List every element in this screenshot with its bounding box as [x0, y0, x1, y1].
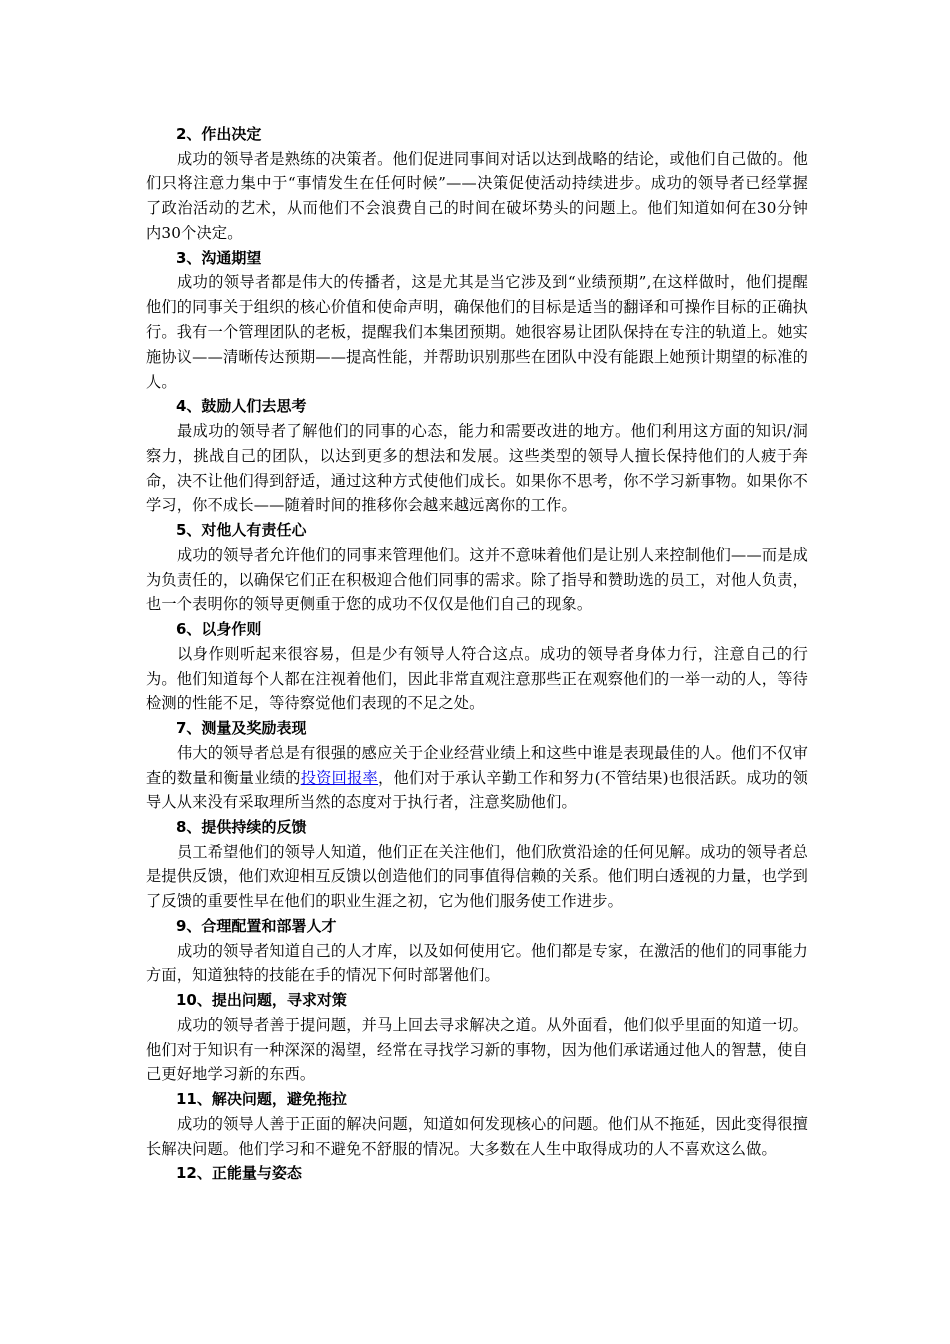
- section-paragraph-7: [146, 741, 808, 815]
- section-paragraph-11: 成功的领导人善于正面的解决问题，知道如何发现核心的问题。他们从不拖延，因此变得很擅长解决问题。他们学习和不避免不舒服的情况。大多数在人生中取得成功的人不喜欢这么做。: [146, 1114, 808, 1158]
- paragraph-text-before-link: 伟大的领导者总是有很强的感应关于企业经营业绩上和这些中谁是表现最佳的人。他们不仅审查的数量和衡量业绩的: [146, 743, 808, 787]
- document-page: [146, 122, 808, 1186]
- section-heading-9: 9、合理配置和部署人才: [176, 917, 337, 936]
- section-heading-11: 11、解决问题，避免拖拉: [176, 1090, 347, 1109]
- section-paragraph-2: 成功的领导者是熟练的决策者。他们促进同事间对话以达到战略的结论，或他们自己做的。他们只将注意力集中于“事情发生在任何时候”——决策促使活动持续进步。成功的领导者已经掌握了政治活动的艺术，从而他们不会浪费自己的时间在破坏势头的问题上。他们知道如何在30分钟内30个决定。: [146, 149, 808, 242]
- section-paragraph-8: 员工希望他们的领导人知道，他们正在关注他们，他们欣赏沿途的任何见解。成功的领导者总是提供反馈，他们欢迎相互反馈以创造他们的同事值得信赖的关系。他们明白透视的力量，也学到了反馈的重要性早在他们的职业生涯之初，它为他们服务使工作进步。: [146, 842, 808, 911]
- section-heading-7: 7、测量及奖励表现: [176, 719, 307, 738]
- section-heading-5: 5、对他人有责任心: [176, 521, 307, 540]
- section-paragraph-9: 成功的领导者知道自己的人才库，以及如何使用它。他们都是专家，在激活的他们的同事能力方面，知道独特的技能在手的情况下何时部署他们。: [146, 941, 808, 985]
- section-heading-8: 8、提供持续的反馈: [176, 818, 307, 837]
- section-paragraph-4: 最成功的领导者了解他们的同事的心态，能力和需要改进的地方。他们利用这方面的知识/洞察力，挑战自己的团队，以达到更多的想法和发展。这些类型的领导人擅长保持他们的人疲于奔命，决不让他们得到舒适，通过这种方式使他们成长。如果你不思考，你不学习新事物。如果你不学习，你不成长——随着时间的推移你会越来越远离你的工作。: [146, 421, 808, 515]
- paragraph-text-after-link: ，他们对于承认辛勤工作和努力(不管结果)也很活跃。成功的领导人从来没有采取理所当然的态度对于执行者，注意奖励他们。: [146, 768, 809, 812]
- section-heading-4: 4、鼓励人们去思考: [176, 397, 307, 416]
- section-paragraph-3: 成功的领导者都是伟大的传播者，这是尤其是当它涉及到“业绩预期”,在这样做时，他们提醒他们的同事关于组织的核心价值和使命声明，确保他们的目标是适当的翻译和可操作目标的正确执行。我有一个管理团队的老板，提醒我们本集团预期。她很容易让团队保持在专注的轨道上。她实施协议——清晰传达预期——提高性能，并帮助识别那些在团队中没有能跟上她预计期望的标准的人。: [146, 273, 808, 391]
- section-heading-12: 12、正能量与姿态: [176, 1164, 302, 1183]
- roi-link[interactable]: 投资回报率: [300, 768, 379, 787]
- section-heading-3: 3、沟通期望: [176, 248, 262, 267]
- section-paragraph-5: 成功的领导者允许他们的同事来管理他们。这并不意味着他们是让别人来控制他们——而是成为负责任的，以确保它们正在积极迎合他们同事的需求。除了指导和赞助选的员工，对他人负责，也一个表明你的领导更侧重于您的成功不仅仅是他们自己的现象。: [146, 545, 808, 614]
- section-heading-10: 10、提出问题，寻求对策: [176, 991, 347, 1010]
- section-paragraph-10: 成功的领导者善于提问题，并马上回去寻求解决之道。从外面看，他们似乎里面的知道一切。他们对于知识有一种深深的渴望，经常在寻找学习新的事物，因为他们承诺通过他人的智慧，使自己更好地学习新的东西。: [146, 1015, 808, 1084]
- section-paragraph-6: 以身作则听起来很容易，但是少有领导人符合这点。成功的领导者身体力行，注意自己的行为。他们知道每个人都在注视着他们，因此非常直观注意那些正在观察他们的一举一动的人，等待检测的性能不足，等待察觉他们表现的不足之处。: [146, 644, 808, 713]
- section-heading-2: 2、作出决定: [176, 125, 262, 143]
- section-heading-6: 6、以身作则: [176, 620, 262, 639]
